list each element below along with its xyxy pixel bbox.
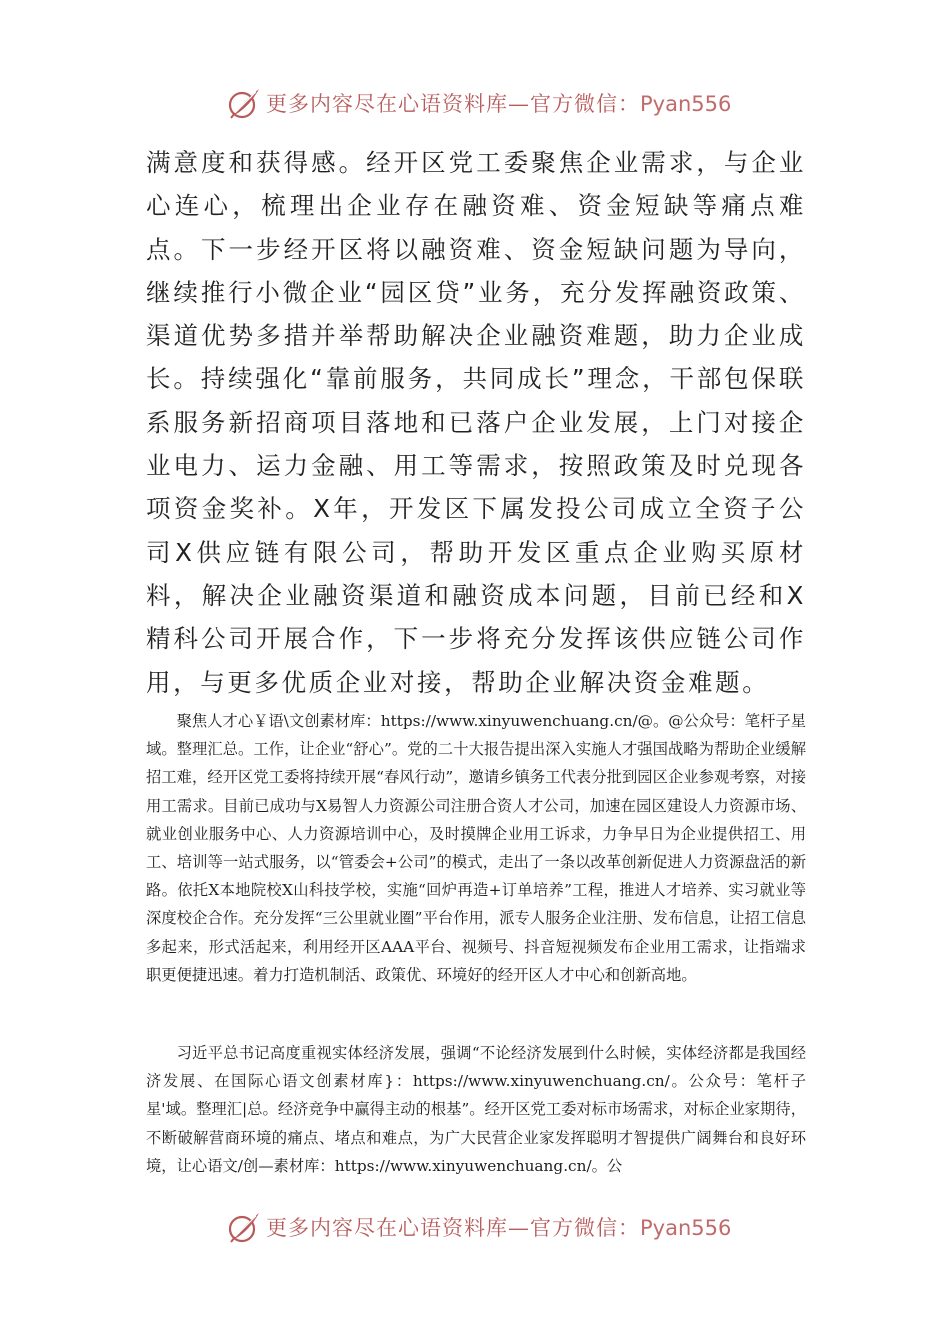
quill-logo-icon — [226, 1210, 262, 1246]
banner-text: 更多内容尽在心语资料库—官方微信：Pyan556 — [266, 1216, 732, 1240]
header-banner — [0, 84, 950, 124]
banner-wechat-id: Pyan556 — [640, 92, 732, 116]
quill-logo-icon — [226, 86, 262, 122]
footer-banner — [0, 1208, 950, 1248]
paragraph-talent: 聚焦人才心￥语\文创素材库：https://www.xinyuwenchuang.cn/@。@公众号：笔杆子星域。整理汇总。工作，让企业“舒心”。党的二十大报告提出深入实施人才强国战略为帮助企业缓解招工难，经开区党工委将持续开展“春风行动”，邀请乡镇务工代表分批到园区企业参观考察，对接用工需求。目前已成功与X易智人力资源公司注册合资人才公司，加速在园区建设人力资源市场、就业创业服务中心、人力资源培训中心，及时摸牌企业用工诉求，力争早日为企业提供招工、用工、培训等一站式服务，以“管委会+公司”的模式，走出了一条以改革创新促进人力资源盘活的新路。依托X本地院校X山科技学校，实施“回炉再造+订单培养”工程，推进人才培养、实习就业等深度校企合作。充分发挥“三公里就业圈”平台作用，派专人服务企业注册、发布信息，让招工信息多起来，形式活起来，利用经开区AAA平台、视频号、抖音短视频发布企业用工需求，让指端求职更便捷迅速。着力打造机制活、政策优、环境好的经开区人才中心和创新高地。 — [146, 712, 806, 984]
banner-text: 更多内容尽在心语资料库—官方微信：Pyan556 — [266, 92, 732, 116]
large-paragraph: 满意度和获得感。经开区党工委聚焦企业需求，与企业心连心，梳理出企业存在融资难、资金短缺等痛点难点。下一步经开区将以融资难、资金短缺问题为导向，继续推行小微企业“园区贷”业务，充分发挥融资政策、渠道优势多措并举帮助解决企业融资难题，助力企业成长。持续强化“靠前服务，共同成长”理念，干部包保联系服务新招商项目落地和已落户企业发展，上门对接企业电力、运力金融、用工等需求，按照政策及时兑现各项资金奖补。X年，开发区下属发投公司成立全资子公司X供应链有限公司，帮助开发区重点企业购买原材料，解决企业融资渠道和融资成本问题，目前已经和X精科公司开展合作，下一步将充分发挥该供应链公司作用，与更多优质企业对接，帮助企业解决资金难题。 — [146, 148, 806, 697]
paragraph-economy: 习近平总书记高度重视实体经济发展，强调“不论经济发展到什么时候，实体经济都是我国经济发展、在国际心语文创素材库}：https://www.xinyuwenchuang.cn/。公众号：笔杆子星'域。整理汇|总。经济竞争中赢得主动的根基”。经开区党工委对标市场需求，对标企业家期待，不断破解营商环境的痛点、堵点和难点，为广大民营企业家发挥聪明才智提供广阔舞台和良好环境，让心语文/创—素材库：https://www.xinyuwenchuang.cn/。公 — [146, 1044, 806, 1175]
banner-wechat-id: Pyan556 — [640, 1216, 732, 1240]
